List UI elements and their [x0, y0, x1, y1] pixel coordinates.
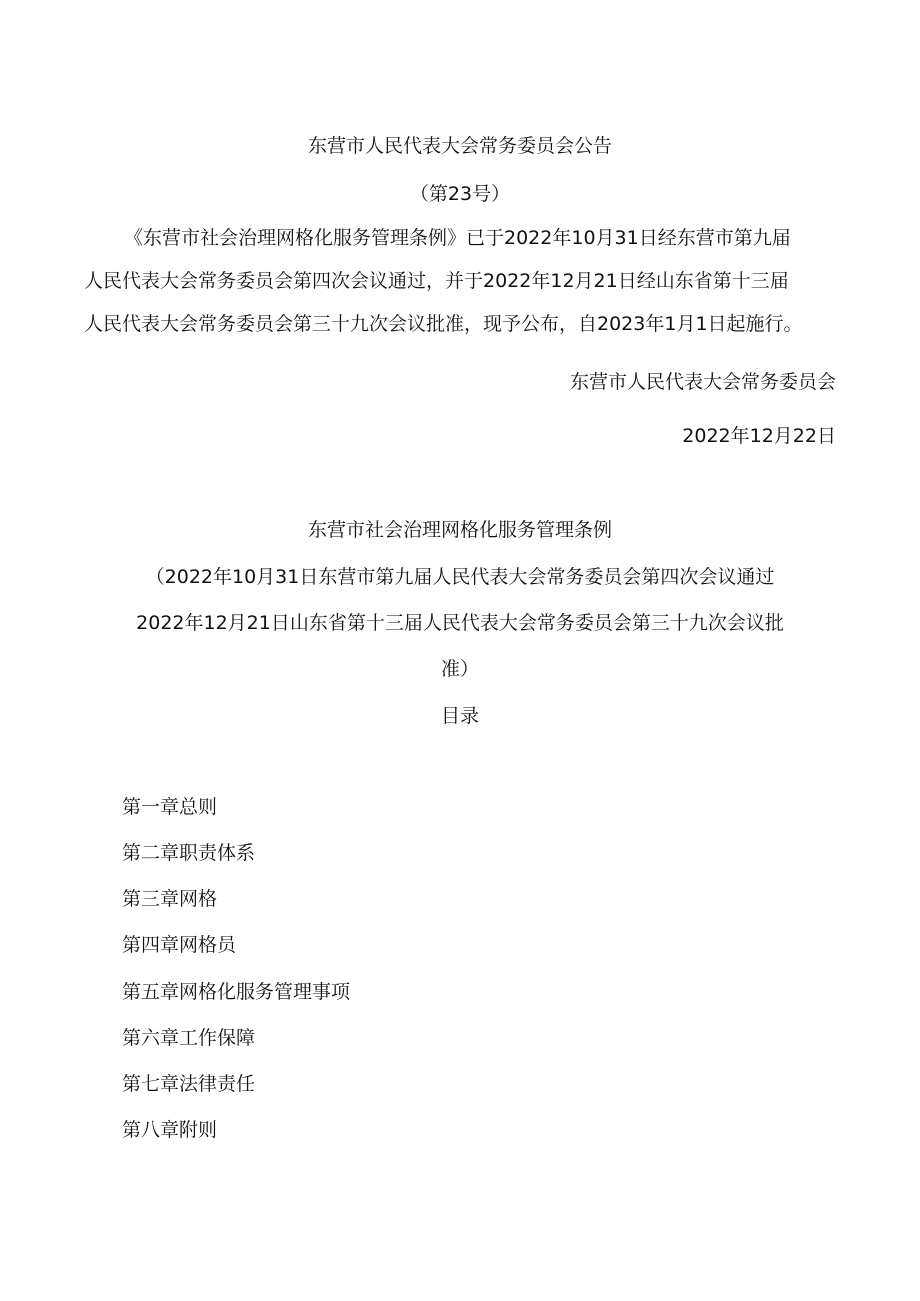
notice-paragraph-line: 人民代表大会常务委员会第四次会议通过，并于2022年12月21日经山东省第十三届	[84, 270, 789, 292]
toc-heading: 目录	[440, 705, 479, 727]
toc-item: 第六章工作保障	[122, 1027, 256, 1049]
toc-item: 第一章总则	[122, 796, 218, 818]
toc-item: 第七章法律责任	[122, 1073, 256, 1095]
toc-item: 第三章网格	[122, 888, 218, 910]
toc-item: 第二章职责体系	[122, 842, 256, 864]
regulation-title: 东营市社会治理网格化服务管理条例	[307, 519, 612, 541]
notice-number: （第23号）	[409, 183, 511, 205]
notice-paragraph-line: 《东营市社会治理网格化服务管理条例》已于2022年10月31日经东营市第九届	[124, 227, 791, 249]
toc-item: 第四章网格员	[122, 934, 237, 956]
notice-paragraph-line: 人民代表大会常务委员会第三十九次会议批准，现予公布，自2023年1月1日起施行。	[84, 313, 803, 335]
regulation-subtitle-line: （2022年10月31日东营市第九届人民代表大会常务委员会第四次会议通过	[145, 566, 775, 588]
notice-title: 东营市人民代表大会常务委员会公告	[307, 135, 612, 157]
regulation-subtitle-line: 准）	[440, 658, 479, 680]
notice-issuer: 东营市人民代表大会常务委员会	[569, 371, 836, 393]
notice-date: 2022年12月22日	[682, 425, 836, 447]
toc-item: 第八章附则	[122, 1119, 218, 1141]
toc-item: 第五章网格化服务管理事项	[122, 981, 351, 1003]
regulation-subtitle-line: 2022年12月21日山东省第十三届人民代表大会常务委员会第三十九次会议批	[136, 612, 784, 634]
